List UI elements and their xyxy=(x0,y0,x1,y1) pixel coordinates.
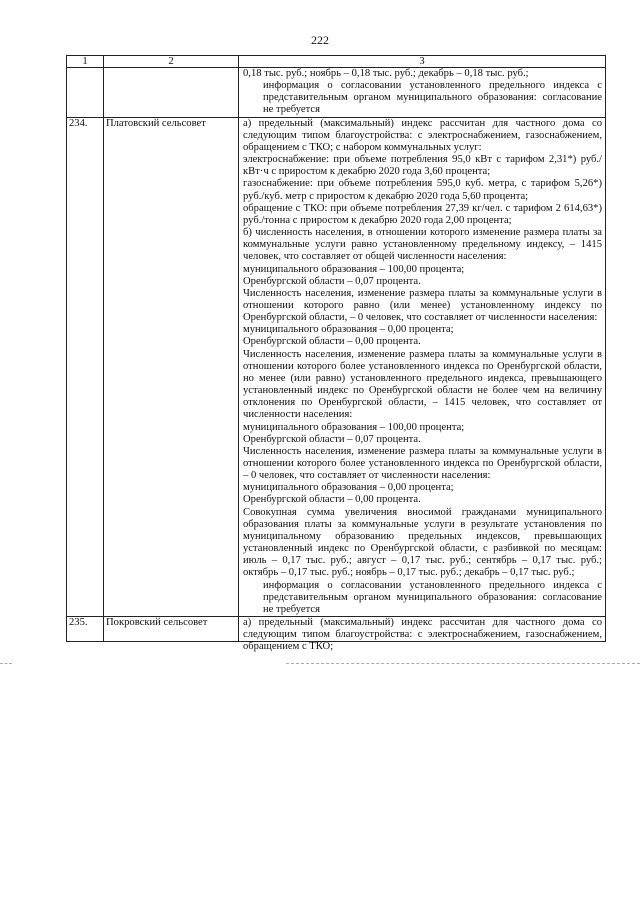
table-row-continuation xyxy=(67,68,606,118)
row-number: 235. xyxy=(67,617,104,642)
paragraph: информация о согласовании установленного предельного индекса с представительным органом муниципального образования: согласование не требуется xyxy=(263,579,602,615)
row-number xyxy=(67,68,104,118)
paragraph: б) численность населения, в отношении которого изменение размера платы за коммунальные услуги равно установленному предельному индексу, – 1415 человек, что составляет от общей численности населения: xyxy=(243,227,602,263)
index-description xyxy=(239,68,606,118)
paragraph: Численность населения, изменение размера платы за коммунальные услуги в отношении которого более установленного индекса по Оренбургской области, но менее (или равно) установленного предельного индекса, превышающего установленный индекс по Оренбургской области не более чем на величину отклонения по Оренбургской области, – 1415 человек, что составляет от численности населения: xyxy=(243,348,602,421)
paragraph: Численность населения, изменение размера платы за коммунальные услуги в отношении которого более установленного индекса по Оренбургской области, – 0 человек, что составляет от численности населения: xyxy=(243,445,602,482)
paragraph: Оренбургской области – 0,00 процента. xyxy=(243,494,421,506)
paragraph: Совокупная сумма увеличения вносимой гражданами муниципального образования платы за коммунальные услуги в результате установления по муниципальному образованию предельных индексов, превышающих установленный индекс по Оренбургской области, с разбивкой по месяцам: июль – 0,17 тыс. руб.; август – 0,17 тыс. руб.; сентябрь – 0,17 тыс. руб.; октябрь – 0,17 тыс. руб.; ноябрь – 0,17 тыс. руб.; декабрь – 0,17 тыс. руб.; xyxy=(243,506,602,579)
index-description xyxy=(239,617,606,653)
settlement-name xyxy=(104,68,239,118)
paragraph: а) предельный (максимальный) индекс рассчитан для частного дома со следующим типом благоустройства: с электроснабжением, газоснабжением, обращением с ТКО; с набором коммунальных услуг: xyxy=(243,117,602,153)
paragraph: обращение с ТКО: при объеме потребления 27,39 кг/чел. с тарифом 2 614,63*) руб./тонна с приростом к декабрю 2020 года 2,00 процента; xyxy=(243,202,602,226)
index-description xyxy=(239,117,606,616)
header-col-2: 2 xyxy=(104,56,239,68)
page-number: 222 xyxy=(311,33,329,47)
paragraph: муниципального образования – 0,00 процента; xyxy=(243,324,454,336)
table-row-234 xyxy=(67,117,606,616)
paragraph: 0,18 тыс. руб.; ноябрь – 0,18 тыс. руб.; декабрь – 0,18 тыс. руб.; xyxy=(243,68,529,79)
header-col-3: 3 xyxy=(239,56,606,68)
scan-artifact-line xyxy=(286,663,640,664)
table-row-235 xyxy=(67,617,606,642)
row-number: 234. xyxy=(67,117,104,616)
paragraph: Оренбургской области – 0,07 процента. xyxy=(243,433,421,445)
header-col-1: 1 xyxy=(67,56,104,68)
paragraph: а) предельный (максимальный) индекс рассчитан для частного дома со следующим типом благоустройства: с электроснабжением, газоснабжением, обращением с ТКО; xyxy=(243,617,602,653)
paragraph: муниципального образования – 100,00 процента; xyxy=(243,421,465,433)
index-table xyxy=(66,55,606,653)
paragraph: электроснабжение: при объеме потребления 95,0 кВт с тарифом 2,31*) руб./кВт·ч с приростом к декабрю 2020 года 3,60 процента; xyxy=(243,154,602,178)
paragraph: информация о согласовании установленного предельного индекса с представительным органом муниципального образования: согласование не требуется xyxy=(263,80,602,116)
paragraph: муниципального образования – 0,00 процента; xyxy=(243,482,454,494)
paragraph: газоснабжение: при объеме потребления 595,0 куб. метра, с тарифом 5,26*) руб./куб. метр с приростом к декабрю 2020 года 5,60 процента; xyxy=(243,178,602,202)
settlement-name: Покровский сельсовет xyxy=(104,617,239,642)
settlement-name: Платовский сельсовет xyxy=(104,117,239,616)
paragraph: муниципального образования – 100,00 процента; xyxy=(243,263,465,275)
paragraph: Численность населения, изменение размера платы за коммунальные услуги в отношении которого равно (или менее) установленному индексу по Оренбургской области, – 0 человек, что составляет от численности населения: xyxy=(243,287,602,324)
scan-artifact-line xyxy=(0,663,12,664)
table-header-row xyxy=(67,56,606,68)
paragraph: Оренбургской области – 0,00 процента. xyxy=(243,336,421,348)
paragraph: Оренбургской области – 0,07 процента. xyxy=(243,275,421,287)
